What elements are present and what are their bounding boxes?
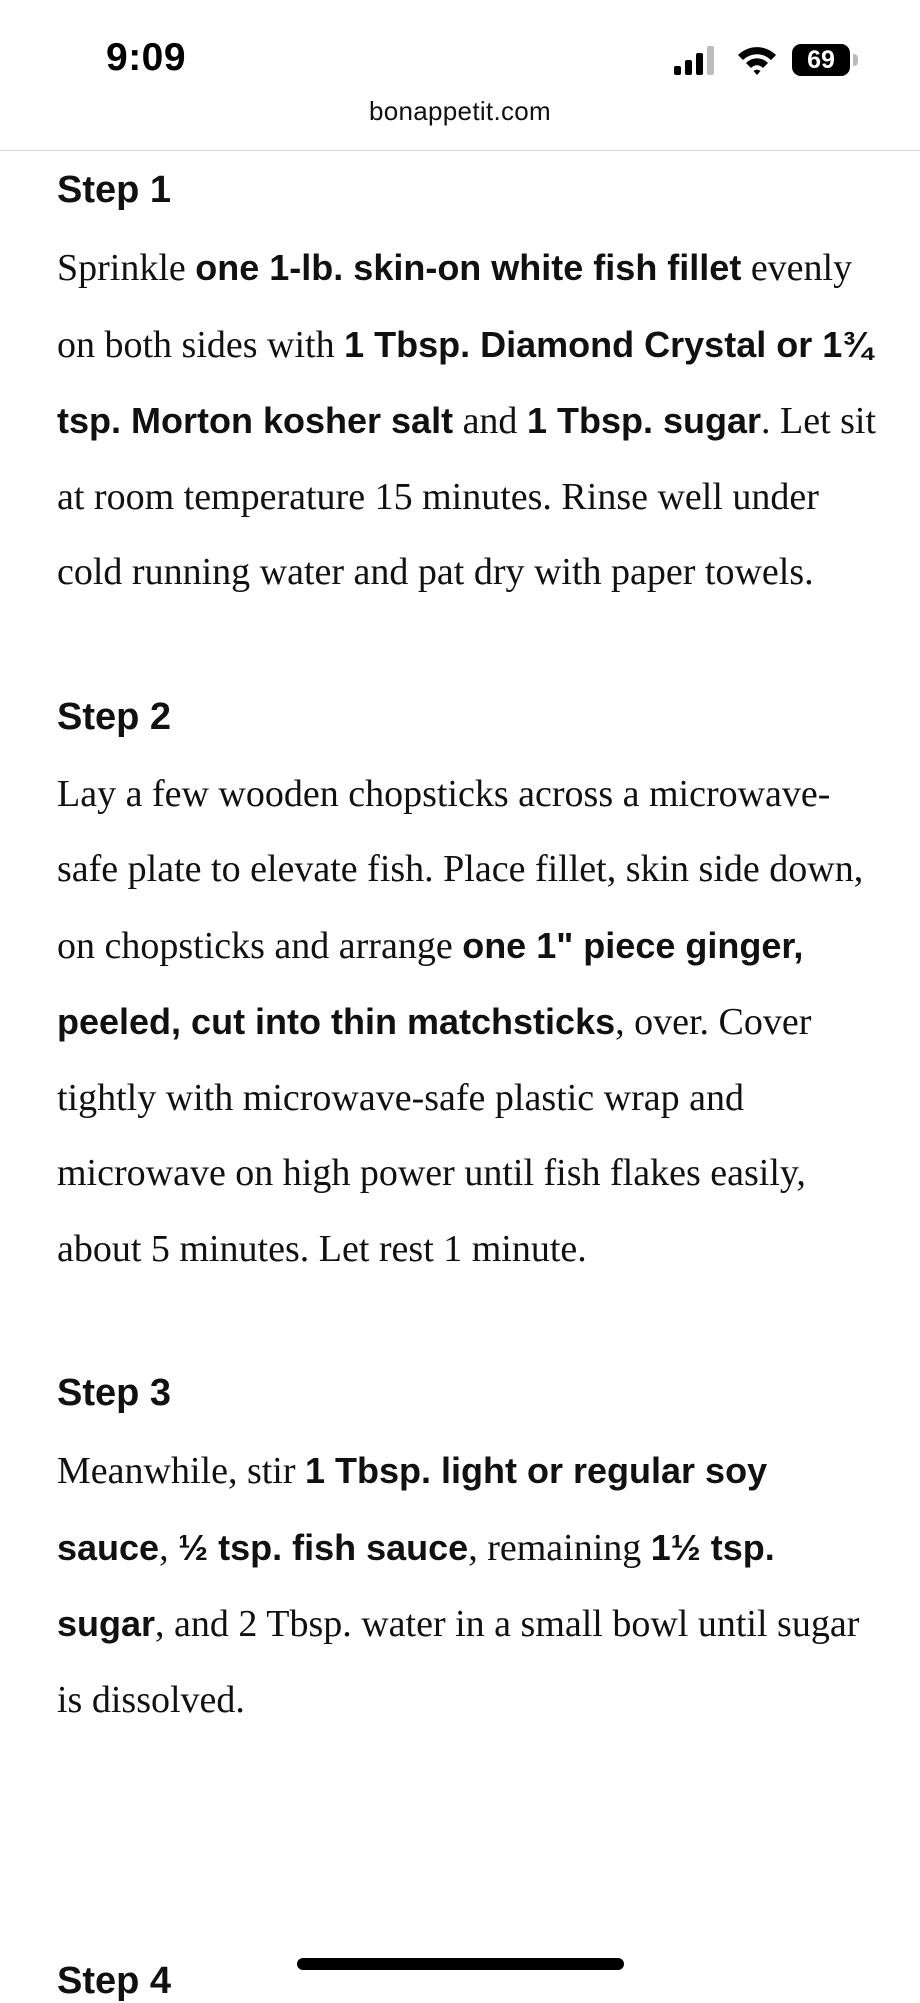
step-1 bbox=[57, 150, 877, 611]
step-2 bbox=[57, 677, 877, 1288]
ingredient-text: one 1" piece ginger, peeled, cut into thin matchsticks bbox=[57, 924, 804, 1042]
step-4-heading-partial: Step 4 bbox=[57, 1960, 172, 2002]
step-instructions bbox=[57, 757, 877, 1288]
status-time: 9:09 bbox=[106, 36, 187, 79]
step-text: evenly on both sides with bbox=[57, 247, 853, 366]
step-3 bbox=[57, 1353, 877, 1738]
ingredient-text: 1 Tbsp. light or regular soy sauce bbox=[57, 1450, 768, 1568]
status-bar bbox=[0, 0, 920, 100]
step-text: Meanwhile, stir bbox=[57, 1450, 306, 1492]
recipe-steps bbox=[57, 150, 877, 1738]
signal-icon bbox=[672, 44, 718, 76]
address-bar[interactable]: bonappetit.com bbox=[369, 96, 551, 126]
battery-level: 69 bbox=[792, 44, 850, 76]
ingredient-text: one 1-lb. skin-on white fish fillet bbox=[195, 247, 742, 288]
step-text: . Let sit at room temperature 15 minutes. Rinse well under cold running water and pat dry with paper towels. bbox=[57, 400, 877, 593]
ingredient-text: 1 Tbsp. sugar bbox=[526, 400, 761, 441]
step-instructions bbox=[57, 230, 877, 611]
step-heading: Step 3 bbox=[57, 1372, 172, 1414]
step-text: Lay a few wooden chopsticks across a microwave-safe plate to elevate fish. Place fillet, skin side down, on chopsticks and arrange bbox=[57, 772, 864, 967]
step-text: , bbox=[159, 1526, 179, 1569]
battery-nub bbox=[853, 54, 858, 66]
wifi-icon bbox=[734, 44, 780, 76]
step-text: and bbox=[453, 400, 527, 442]
ingredient-text: ½ tsp. fish sauce bbox=[178, 1526, 469, 1568]
ingredient-text: 1 Tbsp. Diamond Crystal or 1¾ tsp. Morton kosher salt bbox=[57, 323, 873, 441]
step-text: , over. Cover tightly with microwave-safe plastic wrap and microwave on high power until fish flakes easily, about 5 minutes. Let rest 1 minute. bbox=[57, 1001, 812, 1270]
step-text: Sprinkle bbox=[57, 247, 196, 289]
step-instructions bbox=[57, 1433, 877, 1738]
step-text: , and 2 Tbsp. water in a small bowl until sugar is dissolved. bbox=[57, 1603, 860, 1721]
step-heading: Step 2 bbox=[57, 695, 172, 738]
step-text: , remaining bbox=[468, 1526, 651, 1569]
battery-icon bbox=[792, 44, 858, 76]
step-heading: Step 1 bbox=[57, 169, 172, 211]
home-indicator[interactable] bbox=[297, 1958, 624, 1970]
ingredient-text: 1½ tsp. sugar bbox=[57, 1526, 775, 1644]
